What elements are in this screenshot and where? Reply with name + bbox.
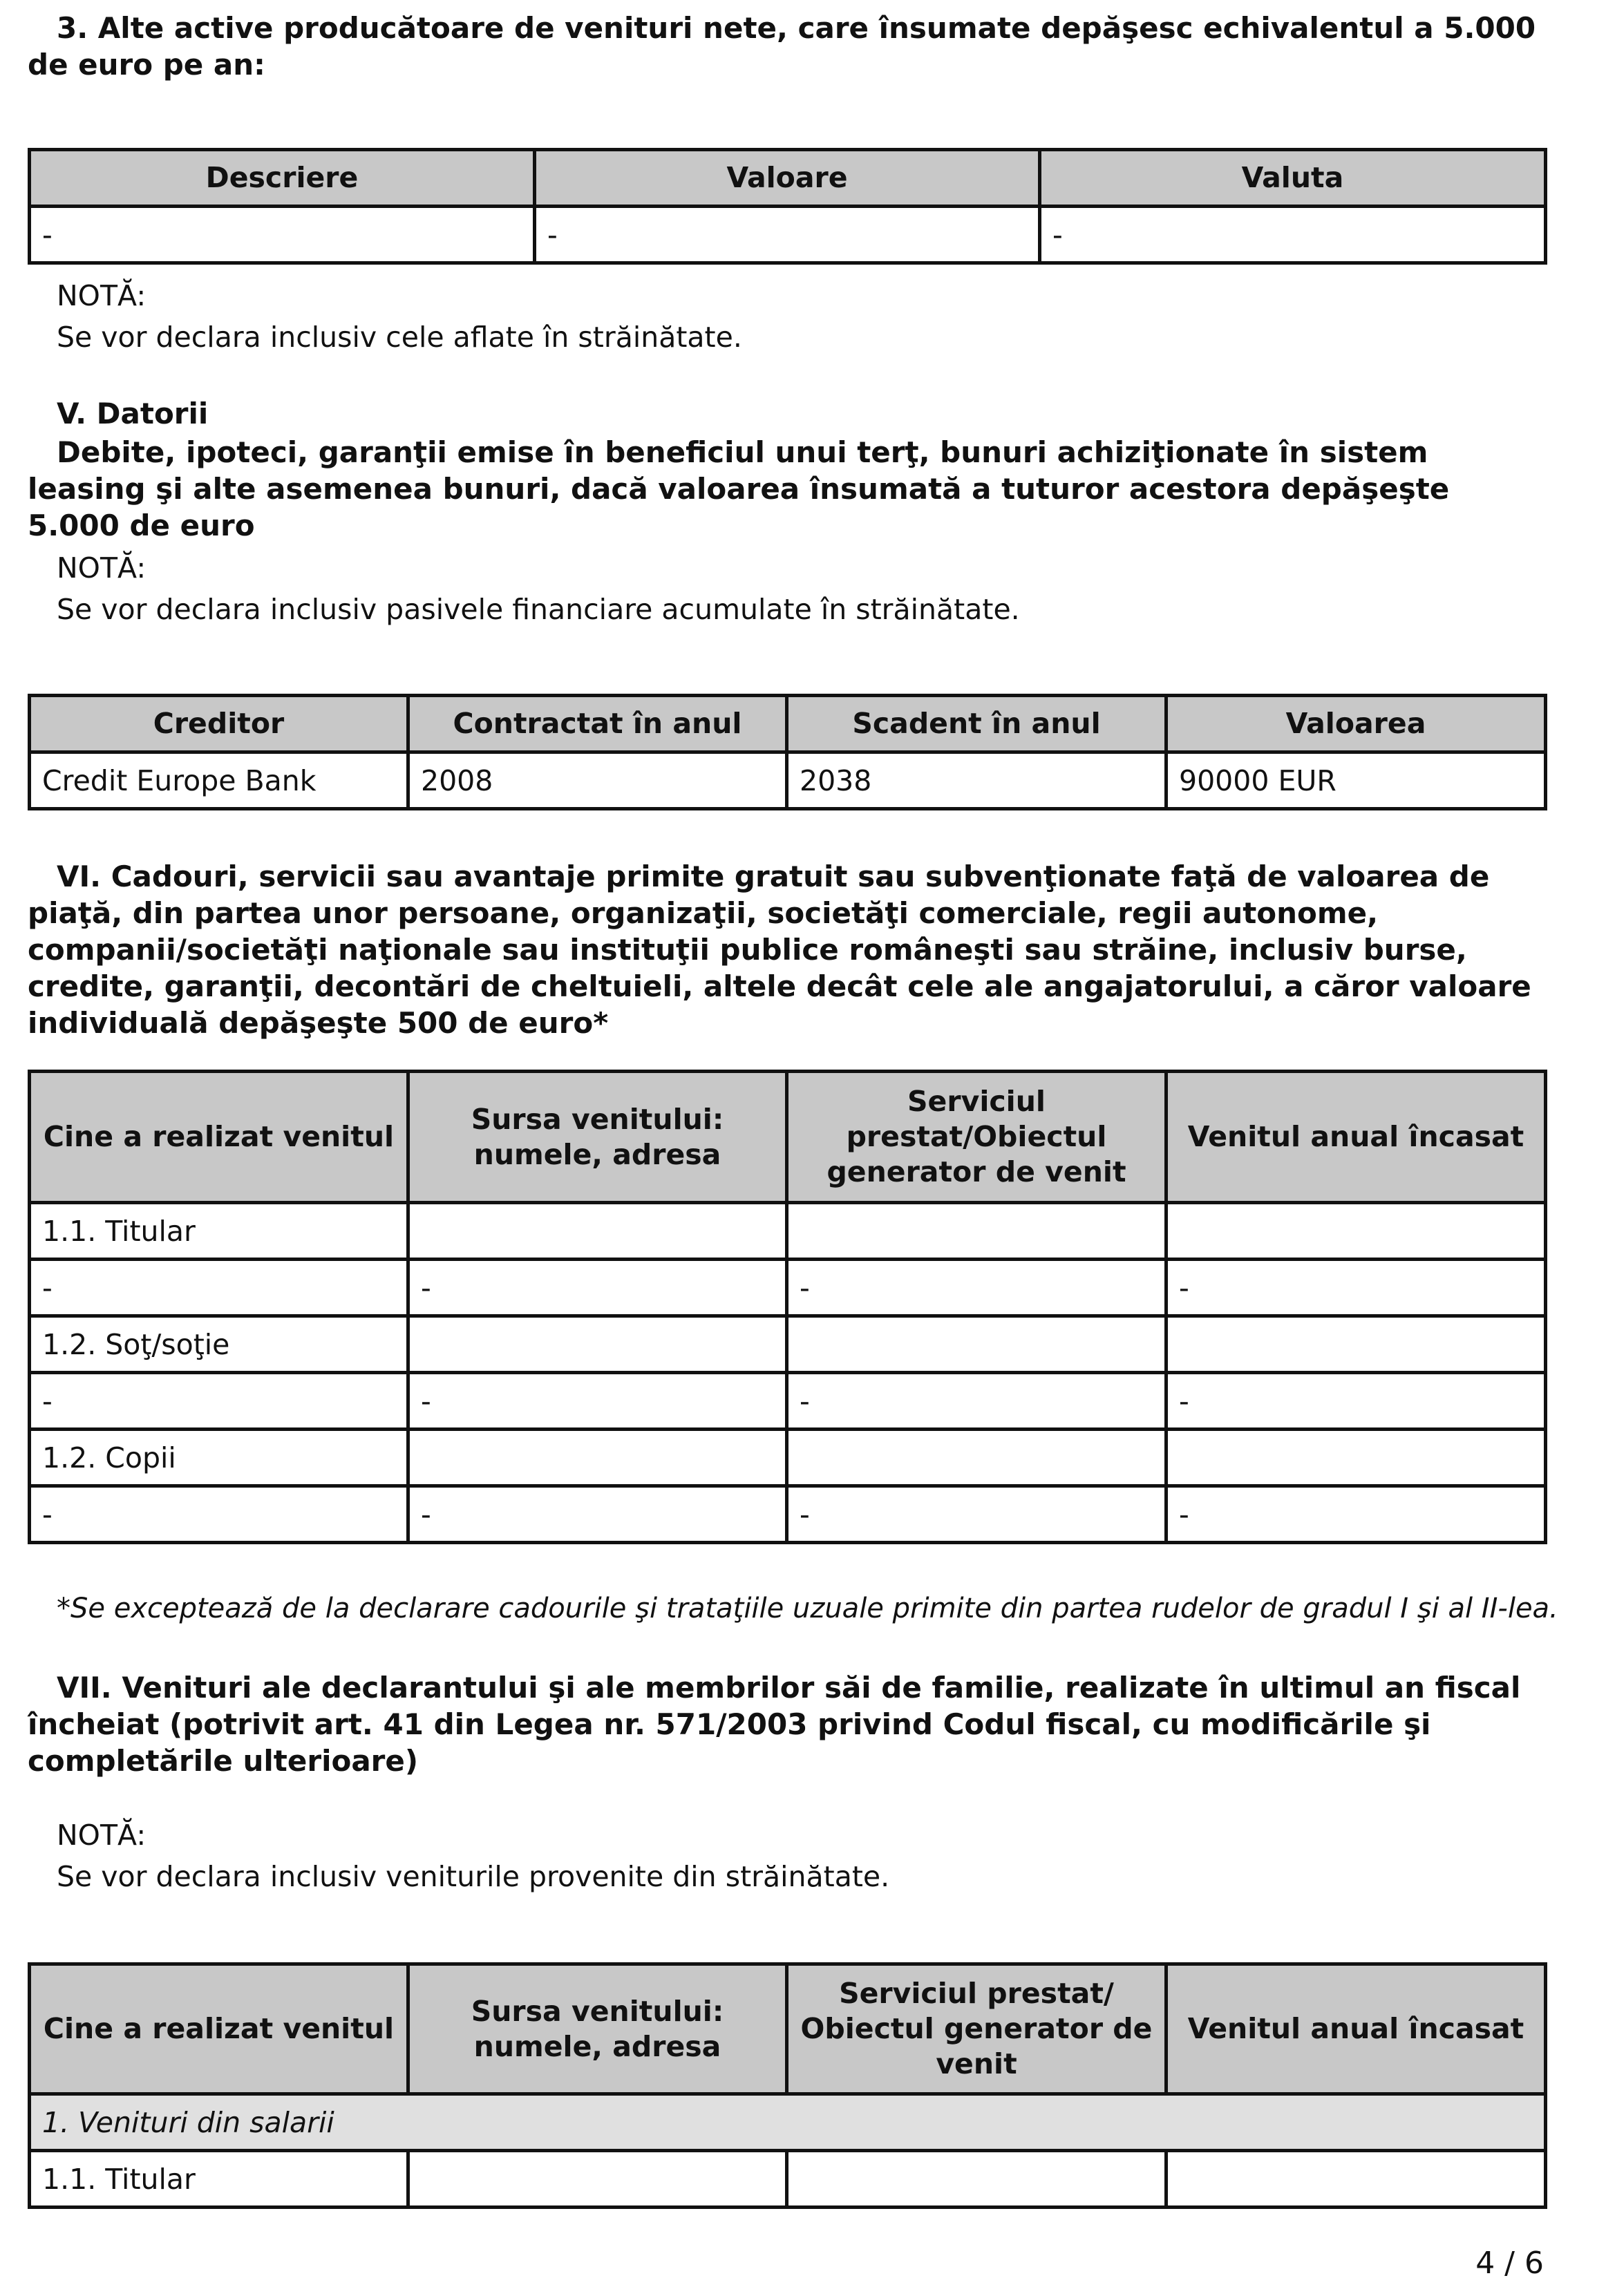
table-cell: -	[787, 1260, 1166, 1316]
column-header: Creditor	[30, 696, 408, 752]
column-header: Descriere	[30, 150, 535, 207]
note-label: NOTĂ:	[57, 551, 147, 585]
table-cell: -	[1040, 207, 1546, 263]
column-header: Valoarea	[1166, 696, 1546, 752]
table-cell: -	[535, 207, 1040, 263]
table-header-row	[30, 150, 1546, 207]
column-header: Venitul anual încasat	[1166, 1964, 1546, 2094]
table-cell: 1.1. Titular	[30, 1203, 408, 1260]
table-cell: 1.2. Copii	[30, 1430, 408, 1486]
table-cell	[408, 1316, 787, 1373]
income-description: VII. Venituri ale declarantului şi ale membrilor săi de familie, realizate în ultimul an fiscal încheiat (potrivit art. 41 din Legea nr. 571/2003 privind Codul fiscal, cu modificările şi completările ulterioare)	[28, 1671, 1521, 1778]
table-cell	[1166, 1203, 1546, 1260]
table-row	[30, 1486, 1546, 1543]
gifts-table	[28, 1070, 1547, 1544]
column-header: Contractat în anul	[408, 696, 787, 752]
note-label: NOTĂ:	[57, 1819, 147, 1852]
table-header-row	[30, 1072, 1546, 1203]
column-header: Valoare	[535, 150, 1040, 207]
note-text: Se vor declara inclusiv cele aflate în străinătate.	[57, 321, 742, 354]
table-cell: -	[30, 1486, 408, 1543]
table-cell: -	[408, 1260, 787, 1316]
column-header: Venitul anual încasat	[1166, 1072, 1546, 1203]
table-cell	[1166, 1316, 1546, 1373]
table-cell: -	[787, 1486, 1166, 1543]
table-row	[30, 1260, 1546, 1316]
table-row	[30, 1203, 1546, 1260]
table-cell	[787, 1316, 1166, 1373]
table-cell	[1166, 1430, 1546, 1486]
column-header: Cine a realizat venitul	[30, 1072, 408, 1203]
gifts-footnote: *Se exceptează de la declarare cadourile şi trataţiile uzuale primite din partea rudelor de gradul I şi al II-lea.	[57, 1593, 1558, 1624]
table-cell: -	[30, 1373, 408, 1430]
column-header: Serviciul prestat/ Obiectul generator de venit	[787, 1964, 1166, 2094]
column-header: Scadent în anul	[787, 696, 1166, 752]
column-header: Sursa venitului: numele, adresa	[408, 1072, 787, 1203]
table-cell	[408, 1430, 787, 1486]
page-number: 4 / 6	[1475, 2246, 1544, 2281]
note-text: Se vor declara inclusiv pasivele financiare acumulate în străinătate.	[57, 593, 1020, 626]
table-cell: -	[1166, 1260, 1546, 1316]
income-table	[28, 1962, 1547, 2209]
table-row	[30, 1430, 1546, 1486]
table-cell: -	[408, 1373, 787, 1430]
column-header: Serviciul prestat/Obiectul generator de venit	[787, 1072, 1166, 1203]
table-cell: 2008	[408, 752, 787, 809]
note-label: NOTĂ:	[57, 279, 147, 312]
table-cell	[787, 1203, 1166, 1260]
table-header-row	[30, 1964, 1546, 2094]
table-cell: -	[787, 1373, 1166, 1430]
debts-note	[28, 547, 1570, 630]
table-row	[30, 1373, 1546, 1430]
table-row	[30, 207, 1546, 263]
assets-note	[28, 275, 1570, 358]
table-cell	[408, 2151, 787, 2208]
table-cell	[1166, 2151, 1546, 2208]
column-header: Cine a realizat venitul	[30, 1964, 408, 2094]
table-row	[30, 1316, 1546, 1373]
note-text: Se vor declara inclusiv veniturile provenite din străinătate.	[57, 1860, 890, 1893]
table-cell: -	[1166, 1373, 1546, 1430]
table-cell: -	[30, 1260, 408, 1316]
column-header: Sursa venitului: numele, adresa	[408, 1964, 787, 2094]
gifts-description: VI. Cadouri, servicii sau avantaje primite gratuit sau subvenţionate faţă de valoarea de piaţă, din partea unor persoane, organizaţii, societăţi comerciale, regii autonome, companii/societăţi naţionale sau instituţii publice româneşti sau străine, inclusiv burse, credite, garanţii, decontări de cheltuieli, altele decât cele ale angajatorului, a căror valoare individuală depăşeşte 500 de euro*	[28, 860, 1531, 1040]
table-header-row	[30, 696, 1546, 752]
table-cell	[787, 2151, 1166, 2208]
income-note	[28, 1814, 1570, 1897]
assets-table	[28, 148, 1547, 265]
debts-description: Debite, ipoteci, garanţii emise în beneficiul unui terţ, bunuri achiziţionate în sistem leasing şi alte asemenea bunuri, dacă valoarea însumată a tuturor acestora depăşeşte 5.000 de euro	[28, 435, 1450, 542]
table-cell: 2038	[787, 752, 1166, 809]
table-section-row	[30, 2094, 1546, 2151]
table-cell	[787, 1430, 1166, 1486]
table-cell: -	[408, 1486, 787, 1543]
table-cell: Credit Europe Bank	[30, 752, 408, 809]
table-row	[30, 752, 1546, 809]
table-cell: -	[1166, 1486, 1546, 1543]
section-label: 1. Venituri din salarii	[30, 2094, 1546, 2151]
table-cell	[408, 1203, 787, 1260]
debts-table	[28, 694, 1547, 810]
table-cell: -	[30, 207, 535, 263]
table-cell: 1.2. Soţ/soţie	[30, 1316, 408, 1373]
table-cell: 1.1. Titular	[30, 2151, 408, 2208]
table-row	[30, 2151, 1546, 2208]
column-header: Valuta	[1040, 150, 1546, 207]
debts-title: V. Datorii	[57, 397, 209, 430]
table-cell: 90000 EUR	[1166, 752, 1546, 809]
assets-heading: 3. Alte active producătoare de venituri nete, care însumate depăşesc echivalentul a 5.000 de euro pe an:	[28, 11, 1536, 82]
